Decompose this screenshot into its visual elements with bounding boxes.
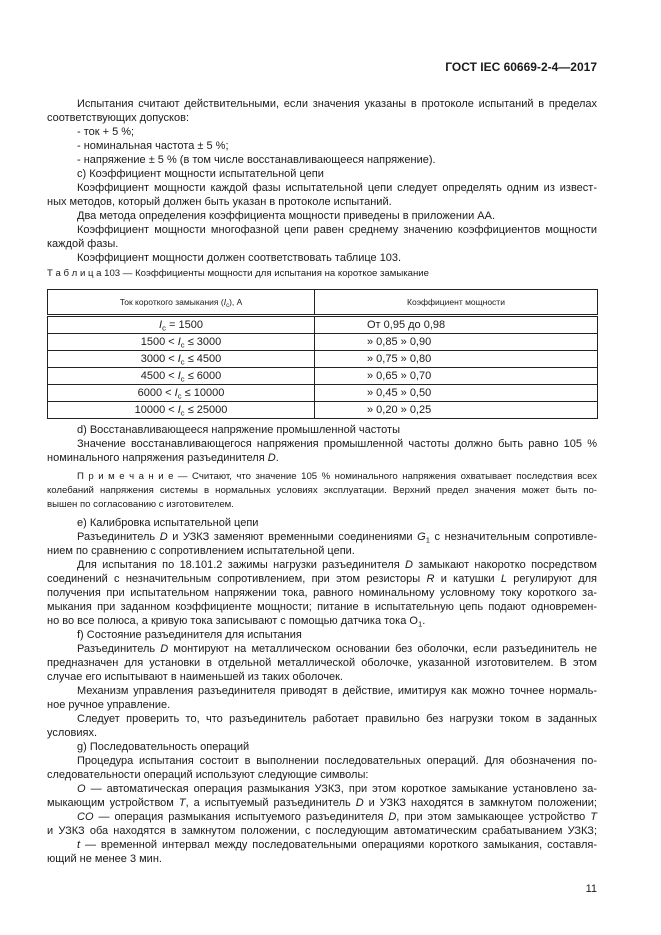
text-run: Коэффициент мощности многофазной цепи равен среднему значению коэффициентов мощности: [77, 224, 597, 236]
text-line: [47, 470, 597, 484]
text-run: Два метода определения коэффициента мощности приведены в приложении АА.: [77, 210, 496, 222]
italic-symbol: D: [160, 643, 169, 655]
symbol: I: [177, 404, 181, 416]
page-number: 11: [585, 883, 597, 895]
note: [47, 470, 597, 512]
table-row: [48, 368, 598, 385]
current-range: [48, 334, 315, 351]
section-recovery-voltage: [47, 423, 597, 465]
text-line: [47, 754, 597, 768]
range-prefix: 10000 <: [134, 404, 178, 416]
range-suffix: = 1500: [165, 319, 203, 331]
power-factor-value: » 0,45 » 0,50: [315, 385, 598, 402]
text-line: [47, 698, 597, 712]
text-run: ющий не менее 3 мин.: [47, 853, 162, 865]
text-line: [47, 451, 597, 465]
power-factor-value: » 0,75 » 0,80: [315, 351, 598, 368]
text-run: случае его испытывают в наименьшей из таких оболочек.: [47, 671, 343, 683]
symbol-sub: c: [162, 323, 166, 333]
table-header-row: [48, 290, 598, 316]
table-row: [48, 385, 598, 402]
text-line: [47, 838, 597, 852]
current-range: [48, 316, 315, 334]
text-run: — автоматическая операция размыкания УЗКЗ, при этом короткое замыкание установлено за-: [85, 783, 597, 795]
header-power-factor: Коэффициент мощности: [315, 290, 598, 316]
italic-symbol: T: [178, 797, 186, 809]
text-run: регулируют для: [506, 573, 598, 585]
text-run: e) Калибровка испытательной цепи: [77, 517, 259, 529]
power-factor-value: От 0,95 до 0,98: [315, 316, 598, 334]
text-run: монтируют на металлическом основании без оболочки, если разъединитель не: [168, 643, 597, 655]
text-run: каждой фазы.: [47, 238, 119, 250]
text-run: — операция размыкания испытуемого разъединителя: [93, 811, 389, 823]
symbol: I: [177, 353, 181, 365]
text-line: [47, 628, 597, 642]
symbol-sub: c: [180, 408, 185, 418]
symbol: I: [177, 370, 181, 382]
italic-symbol: CO: [77, 811, 94, 823]
text-line: [47, 712, 597, 726]
section-calibration-sequence: [47, 516, 597, 866]
text-run: d) Восстанавливающееся напряжение промышленной частоты: [77, 424, 400, 436]
text-run: Испытания считают действительными, если значения указаны в протоколе испытаний в пределах: [77, 98, 597, 110]
power-factor-table: [47, 289, 598, 419]
text-line: [47, 125, 597, 139]
text-line: [47, 656, 597, 670]
text-run: и катушки: [434, 573, 501, 585]
text-run: и УЗКЗ находятся в замкнутом положении;: [363, 797, 597, 809]
text-run: ных методов, который должен быть указан в протоколе испытаний.: [47, 196, 392, 208]
table-row: [48, 316, 598, 334]
header-text: Ток короткого замыкания (: [119, 297, 224, 307]
text-run: Коэффициент мощности каждой фазы испытательной цепи следует определять одним из извест-: [77, 182, 597, 194]
symbol: I: [159, 319, 163, 331]
text-run: соответствующих допусков:: [47, 112, 190, 124]
text-run: предназначен для установки в отдельной металлической оболочке, указанной изготовителем. В этом: [47, 657, 597, 669]
text-run: , при этом замыкающее устройство: [396, 811, 591, 823]
text-run: П р и м е ч а н и е — Считают, что значение 105 % номинального напряжения охватывает последствия всех: [77, 471, 597, 482]
symbol: I: [177, 336, 181, 348]
power-factor-value: » 0,20 » 0,25: [315, 402, 598, 419]
power-factor-value: » 0,65 » 0,70: [315, 368, 598, 385]
text-line: [47, 810, 597, 824]
text-line: [47, 139, 597, 153]
text-line: [47, 195, 597, 209]
text-run: замыкают накоротко посредством: [412, 559, 597, 571]
text-run: Следует проверить то, что разъединитель работает правильно без нагрузки током в заданных: [77, 713, 597, 725]
symbol-sub: c: [180, 374, 185, 384]
range-prefix: 1500 <: [140, 336, 178, 348]
text-run: g) Последовательность операций: [77, 741, 250, 753]
text-line: [47, 782, 597, 796]
text-line: [47, 498, 597, 512]
text-run: и УЗКЗ оба находятся в замкнутом положении, с последующим автоматическим срабатыванием УЗКЗ;: [47, 825, 597, 837]
text-line: [47, 768, 597, 782]
text-run: .: [422, 615, 426, 627]
text-run: .: [275, 452, 279, 464]
text-run: получения при испытательном напряжении тока, равного номинальному условному току короткого за-: [47, 587, 597, 599]
italic-symbol: R: [426, 573, 435, 585]
italic-symbol: T: [590, 811, 598, 823]
subscript: 1: [417, 619, 423, 629]
text-run: Процедура испытания состоит в выполнении последовательных операций. Для обозначения по-: [77, 755, 597, 767]
text-line: [47, 209, 597, 223]
italic-symbol: G: [417, 531, 426, 543]
symbol-sub: c: [180, 357, 185, 367]
text-line: [47, 437, 597, 451]
text-line: [47, 530, 597, 544]
table-row: [48, 334, 598, 351]
text-line: [47, 586, 597, 600]
section-tolerances: [47, 97, 597, 265]
text-line: [47, 423, 597, 437]
range-prefix: 4500 <: [140, 370, 178, 382]
header-text: ), А: [229, 297, 243, 307]
text-line: [47, 600, 597, 614]
text-line: [47, 670, 597, 684]
text-run: нием по сравнению с сопротивлением испытательной цепи.: [47, 545, 355, 557]
text-run: — временной интервал между последовательными операциями короткого замыкания, составля-: [80, 839, 597, 851]
range-prefix: 3000 <: [140, 353, 178, 365]
text-run: вышен по согласованию с изготовителем.: [47, 499, 234, 510]
text-run: Механизм управления разъединителя приводят в действие, имитируя как можно точнее нормаль-: [77, 685, 597, 697]
symbol: I: [174, 387, 178, 399]
text-run: - ток + 5 %;: [77, 126, 135, 138]
subscript: 1: [425, 535, 430, 545]
text-line: [47, 614, 597, 628]
text-run: Разъединитель: [77, 531, 160, 543]
text-line: [47, 516, 597, 530]
current-range: [48, 368, 315, 385]
text-run: колебаний напряжения системы в нормальных условиях эксплуатации. Верхний предел значения может быть по-: [47, 485, 597, 496]
text-run: Значение восстанавливающегося напряжения промышленной частоты должно быть равно 105 %: [77, 438, 597, 450]
text-line: [47, 237, 597, 251]
text-line: [47, 111, 597, 125]
text-run: f) Состояние разъединителя для испытания: [77, 629, 302, 641]
text-line: [47, 796, 597, 810]
text-line: [47, 852, 597, 866]
text-line: [47, 740, 597, 754]
text-line: [47, 153, 597, 167]
range-suffix: ≤ 6000: [184, 370, 222, 382]
text-line: [47, 642, 597, 656]
table-caption: Т а б л и ц а 103 — Коэффициенты мощности для испытания на короткое замыкание: [47, 268, 429, 279]
text-line: [47, 97, 597, 111]
text-run: мыкания при заданном коэффициенте мощности; питание в испытательную цепь подают одновремен-: [47, 601, 597, 613]
current-range: [48, 402, 315, 419]
text-run: мыкающим устройством: [47, 797, 179, 809]
power-factor-value: » 0,85 » 0,90: [315, 334, 598, 351]
header-current: [48, 290, 315, 316]
italic-symbol: D: [355, 797, 364, 809]
text-run: - напряжение ± 5 % (в том числе восстанавливающееся напряжение).: [77, 154, 436, 166]
text-run: c) Коэффициент мощности испытательной цепи: [77, 168, 324, 180]
text-line: [47, 726, 597, 740]
text-run: следовательности операций используют следующие символы:: [47, 769, 369, 781]
symbol-sub: c: [226, 303, 230, 310]
text-line: [47, 684, 597, 698]
text-run: , а испытуемый разъединитель: [185, 797, 356, 809]
symbol-sub: c: [180, 340, 185, 350]
current-range: [48, 351, 315, 368]
table-row: [48, 351, 598, 368]
text-run: и УЗКЗ заменяют временными соединениями: [167, 531, 418, 543]
italic-symbol: D: [388, 811, 397, 823]
range-prefix: 6000 <: [137, 387, 175, 399]
text-run: Коэффициент мощности должен соответствовать таблице 103.: [77, 252, 402, 264]
text-line: [47, 572, 597, 586]
text-line: [47, 484, 597, 498]
document-code-header: ГОСТ IEC 60669-2-4—2017: [445, 60, 597, 74]
symbol: I: [223, 297, 227, 307]
range-suffix: ≤ 3000: [184, 336, 222, 348]
italic-symbol: D: [267, 452, 276, 464]
range-suffix: ≤ 25000: [184, 404, 228, 416]
range-suffix: ≤ 10000: [181, 387, 225, 399]
range-suffix: ≤ 4500: [184, 353, 222, 365]
page-body: [47, 97, 597, 896]
text-run: но во все полюса, а кривую тока записывают с помощью датчика тока О: [47, 615, 418, 627]
text-line: [47, 544, 597, 558]
text-line: [47, 824, 597, 838]
italic-symbol: О: [77, 783, 86, 795]
table-row: [48, 402, 598, 419]
text-run: Для испытания по 18.101.2 зажимы нагрузки разъединителя: [77, 559, 405, 571]
italic-symbol: L: [500, 573, 507, 585]
italic-symbol: t: [77, 839, 81, 851]
text-run: соединений с незначительным сопротивлением, при этом резисторы: [47, 573, 427, 585]
text-run: ное ручное управление.: [47, 699, 171, 711]
text-line: [47, 558, 597, 572]
current-range: [48, 385, 315, 402]
text-run: - номинальная частота ± 5 %;: [77, 140, 229, 152]
text-run: условиях.: [47, 727, 98, 739]
text-line: [47, 181, 597, 195]
italic-symbol: D: [404, 559, 413, 571]
text-run: Разъединитель: [77, 643, 161, 655]
italic-symbol: D: [159, 531, 168, 543]
text-line: [47, 251, 597, 265]
text-line: [47, 223, 597, 237]
symbol-sub: c: [177, 391, 182, 401]
text-line: [47, 167, 597, 181]
text-run: с незначительным сопротивле-: [429, 531, 597, 543]
text-run: номинального напряжения разъединителя: [47, 452, 268, 464]
